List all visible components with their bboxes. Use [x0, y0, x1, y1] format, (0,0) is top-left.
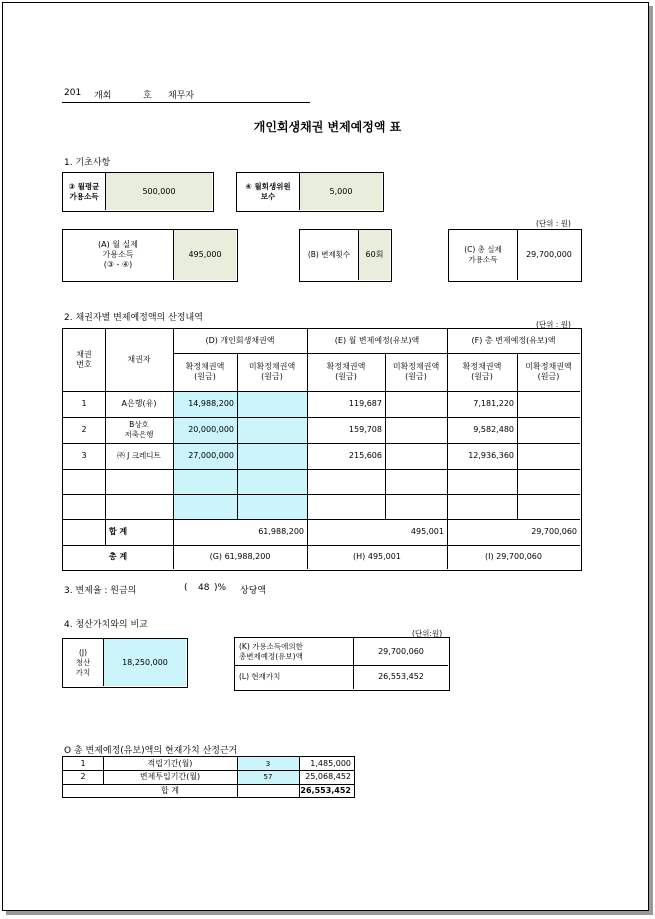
j-value: 18,250,000	[103, 639, 186, 686]
row-e-confirmed: 159,708	[348, 425, 382, 434]
subtotal-d: 61,988,200	[258, 527, 304, 536]
total-i: (I) 29,700,060	[485, 552, 542, 561]
grid-line	[63, 545, 580, 546]
commissioner-fee-value: 5,000	[299, 173, 382, 210]
grid-line	[63, 494, 580, 495]
header-prefix: 201	[64, 88, 82, 98]
row-label: 변제투입기간(월)	[139, 772, 201, 781]
section-1-heading: 1. 기초사항	[64, 158, 111, 168]
c-value: 29,700,000	[517, 230, 580, 280]
row-creditor: A은행(유)	[121, 399, 157, 408]
total-h: (H) 495,001	[353, 552, 401, 561]
row-f-confirmed: 12,936,360	[468, 451, 514, 460]
repayment-rate-open: (	[184, 583, 188, 593]
grid-line	[63, 469, 580, 470]
grid-line	[63, 770, 354, 771]
group-f-header: (F) 총 변제예정(유보)액	[471, 336, 556, 345]
row-d-confirmed: 14,988,200	[188, 399, 234, 408]
row-months: 3	[265, 759, 271, 768]
b-value: 60회	[358, 230, 390, 280]
box-c-total-income	[448, 229, 582, 282]
grid-line	[447, 329, 448, 569]
k-label: (K) 가용소득에의한 총변제예정(유보)액	[239, 641, 303, 661]
row-no: 1	[80, 758, 86, 768]
f-unconfirmed-header: 미확정채권액 (원금)	[525, 362, 572, 381]
row-amount: 1,485,000	[310, 758, 351, 768]
row-d-confirmed: 27,000,000	[188, 451, 234, 460]
e-confirmed-header: 확정채권액 (원금)	[326, 362, 366, 381]
total-g: (G) 61,988,200	[209, 552, 271, 561]
j-label: (J) 청산 가치	[75, 647, 91, 677]
repayment-rate-value: 48	[198, 583, 210, 593]
grid-line	[173, 329, 174, 569]
box-b-repayment-count	[299, 229, 392, 282]
col-creditor-header: 채권자	[127, 355, 151, 364]
group-e-header: (E) 월 변제예정(유보)액	[334, 336, 420, 345]
row-label: 적립기간(월)	[147, 758, 193, 768]
f-confirmed-header: 확정채권액 (원금)	[462, 362, 502, 381]
section-2-unit: (단위 : 원)	[536, 320, 571, 329]
box-a-actual-income	[62, 229, 238, 282]
section-4-heading: 4. 청산가치와의 비교	[64, 620, 148, 630]
grid-line	[63, 391, 580, 392]
box-monthly-income	[62, 172, 214, 212]
subtotal-e: 495,001	[410, 527, 444, 536]
row-no: 2	[81, 425, 87, 434]
row-no: 2	[80, 772, 86, 781]
row-months: 57	[263, 773, 273, 781]
commissioner-fee-label: ④ 월회생위원 보수	[245, 181, 291, 201]
row-amount: 25,068,452	[305, 772, 351, 781]
a-label: (A) 월 실제 가용소득 (③ - ④)	[98, 240, 138, 269]
row-creditor: ㈜ J 크레디트	[117, 451, 161, 460]
total-label: 총 계	[108, 552, 128, 561]
col-no-header: 채권 번호	[76, 350, 92, 369]
row-no: 3	[81, 451, 87, 460]
row-e-confirmed: 119,687	[348, 399, 382, 408]
repayment-rate-text: 3. 변제율 : 원금의	[64, 586, 137, 596]
section-5-heading: O 총 변제예정(유보)액의 현재가치 산정근거	[64, 746, 238, 756]
grid-line	[173, 353, 580, 354]
l-value: 26,553,452	[353, 665, 448, 689]
subtotal-label: 합 계	[108, 527, 128, 536]
e-unconfirmed-header: 미확정채권액 (원금)	[392, 362, 440, 381]
section-2-heading: 2. 채권자별 변제예정액의 산정내역	[64, 313, 203, 323]
grid-line	[63, 519, 580, 520]
monthly-income-value: 500,000	[105, 173, 212, 210]
d-confirmed-header: 확정채권액 (원금)	[185, 362, 225, 381]
subtotal-f: 29,700,060	[531, 527, 577, 536]
section-1-unit: (단위 : 원)	[536, 219, 571, 228]
box-commissioner-fee	[236, 172, 384, 212]
pv-total-label: 합 계	[161, 785, 179, 795]
header-case-label: 개회	[94, 91, 112, 101]
page-title: 개인회생채권 변제예정액 표	[253, 120, 402, 134]
row-f-confirmed: 9,582,480	[473, 425, 514, 434]
box-k-l-comparison	[234, 637, 450, 691]
row-d-confirmed: 20,000,000	[188, 425, 234, 434]
box-j-liquidation-value	[62, 638, 188, 688]
grid-line	[237, 757, 238, 797]
grid-line	[63, 417, 580, 418]
a-value: 495,000	[173, 230, 236, 280]
b-label: (B) 변제횟수	[307, 250, 351, 259]
repayment-rate-suffix: 상당액	[240, 586, 267, 596]
pv-total-amount: 26,553,452	[300, 785, 351, 795]
grid-line	[299, 757, 300, 797]
row-f-confirmed: 7,181,220	[473, 399, 514, 408]
creditor-table	[62, 328, 582, 571]
row-creditor: B상호 저축은행	[124, 420, 154, 439]
grid-line	[307, 329, 308, 569]
group-d-header: (D) 개인회생채권액	[205, 336, 275, 345]
grid-line	[63, 443, 580, 444]
repayment-rate-close: )%	[214, 583, 227, 593]
present-value-table	[62, 756, 355, 798]
grid-line	[105, 329, 106, 545]
header-underline	[62, 102, 310, 103]
section-4-unit: (단위:원)	[412, 629, 443, 638]
k-value: 29,700,060	[353, 638, 448, 665]
row-e-confirmed: 215,606	[348, 451, 382, 460]
header-debtor-label: 채무자	[168, 91, 195, 101]
row-no: 1	[81, 399, 87, 408]
header-no-label: 호	[143, 91, 152, 101]
d-unconfirmed-header: 미확정채권액 (원금)	[248, 362, 296, 381]
l-label: (L) 현재가치	[239, 672, 281, 681]
grid-line	[63, 784, 354, 785]
c-label: (C) 총 실제 가용소득	[464, 245, 502, 264]
monthly-income-label: ③ 월평균 가용소득	[68, 181, 100, 201]
